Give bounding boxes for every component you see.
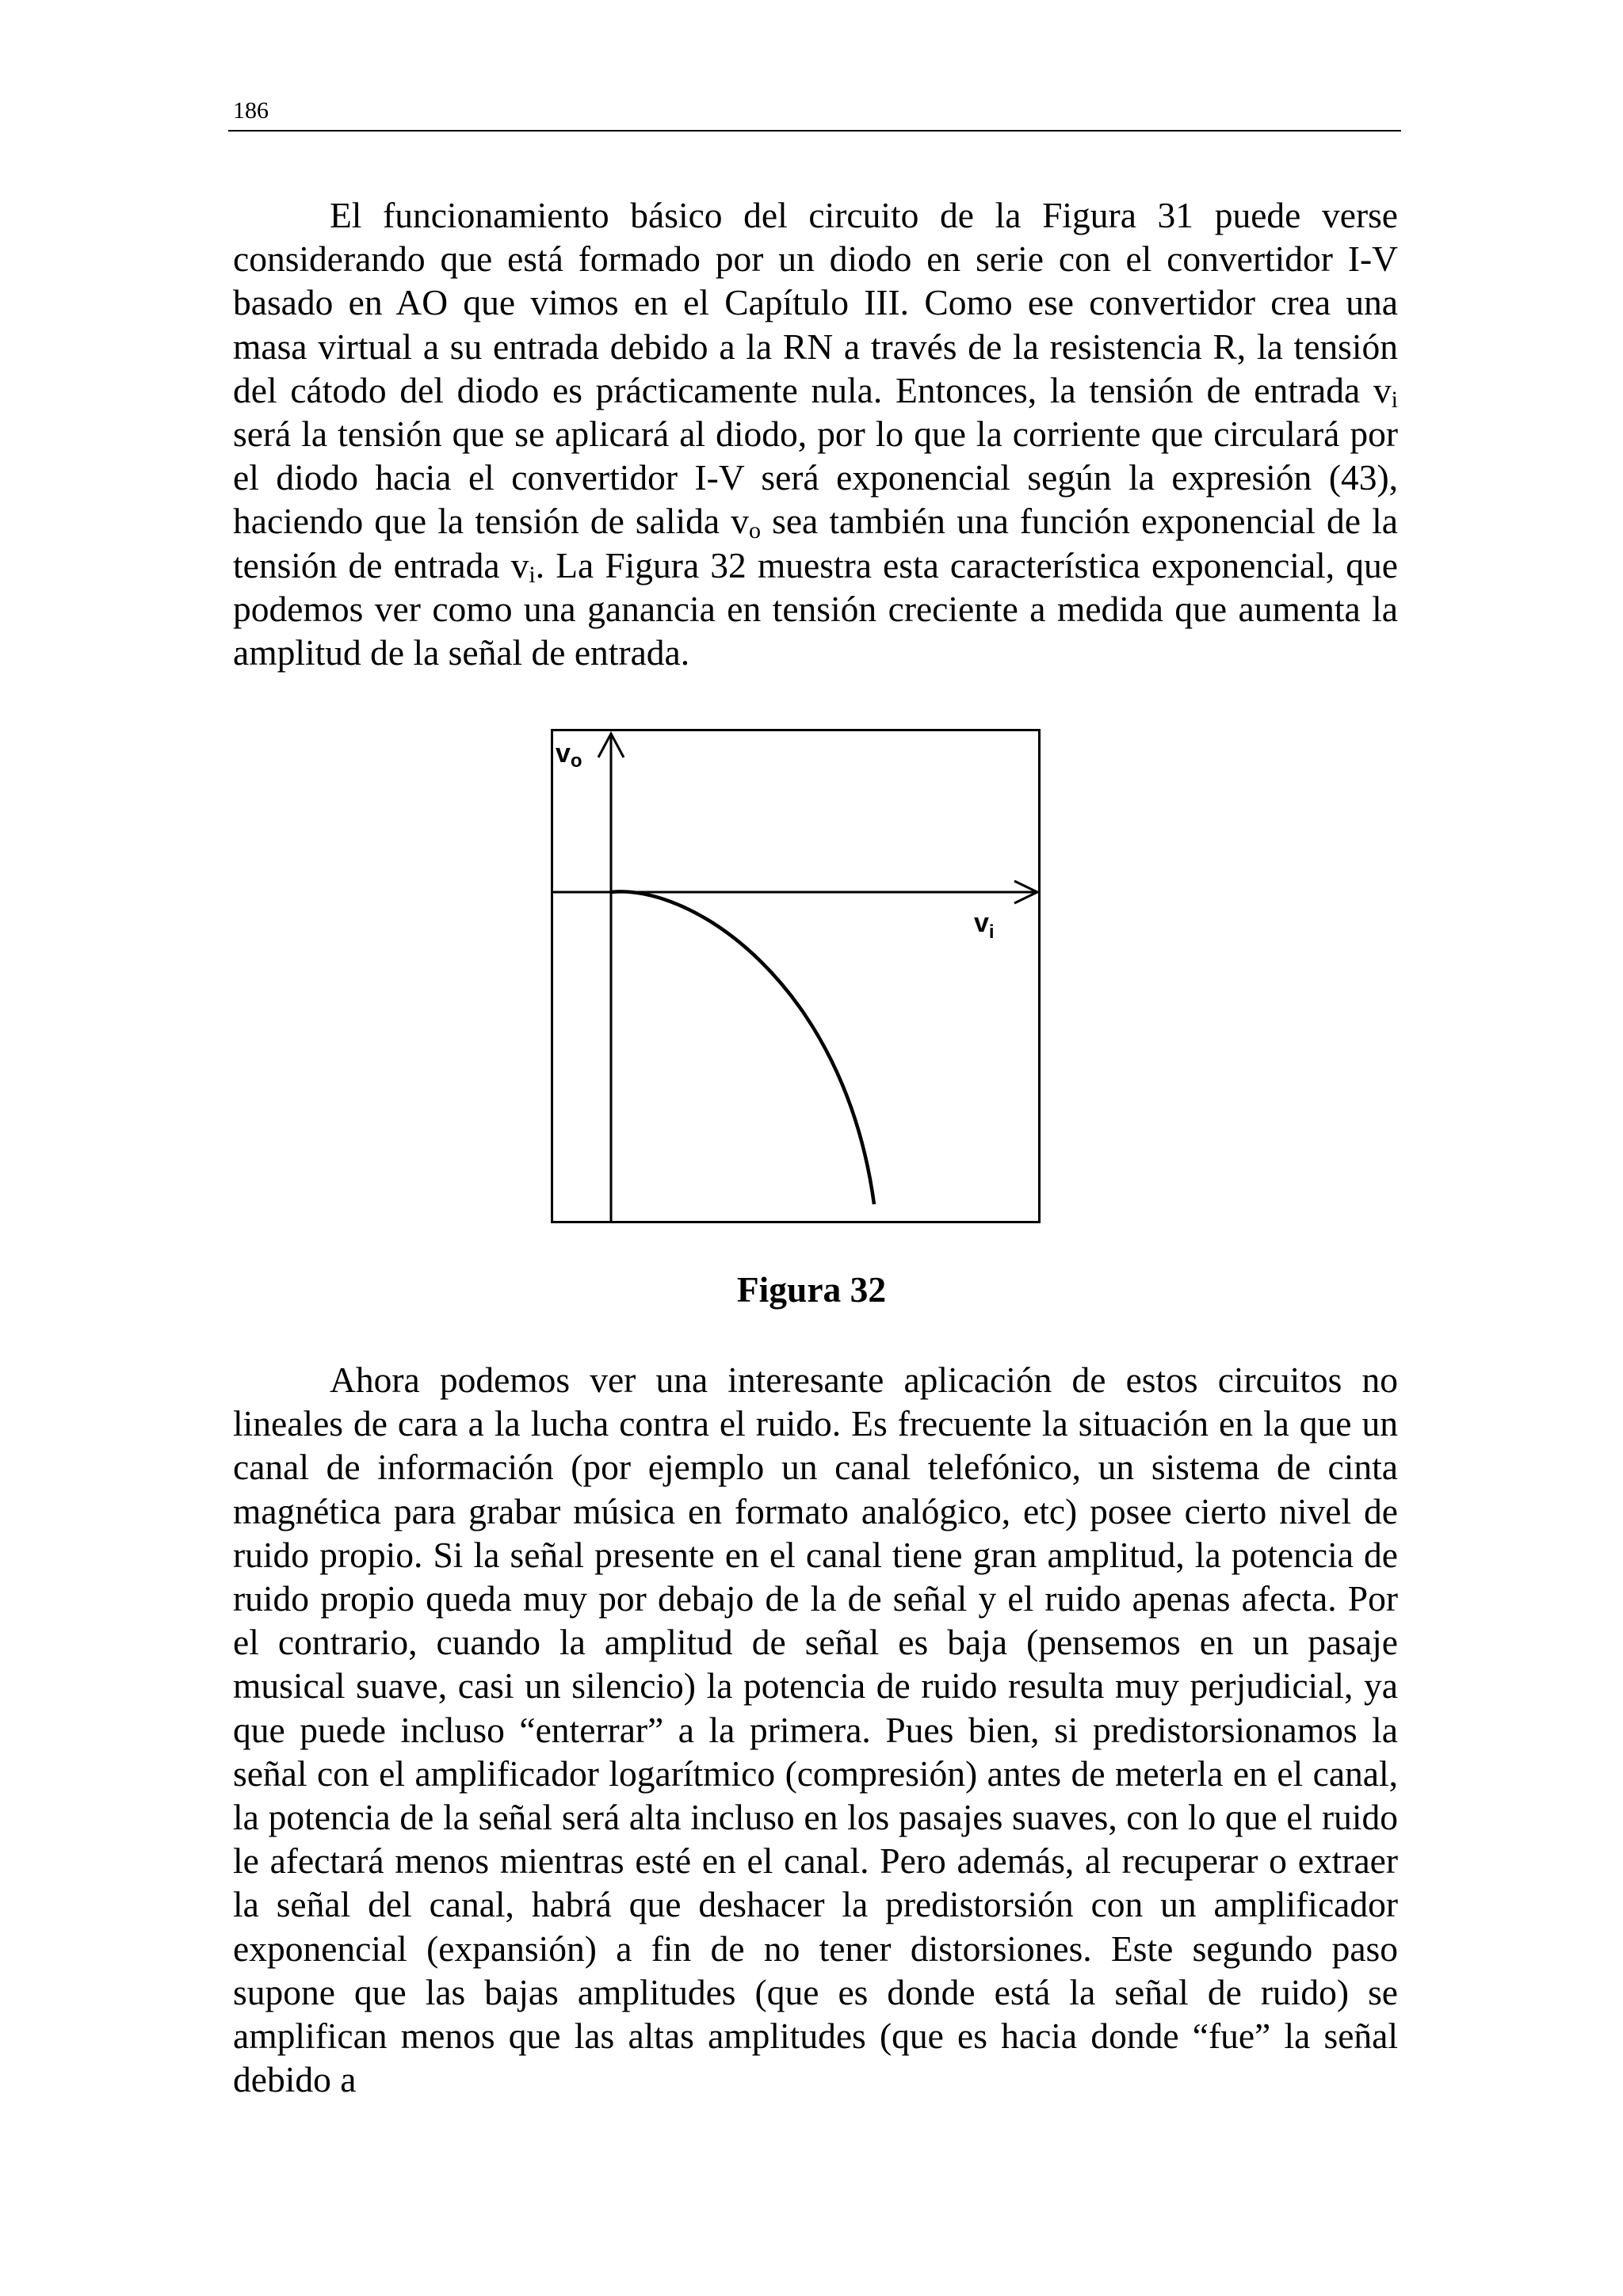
subscript-i: i	[529, 561, 536, 588]
body-paragraph-2	[233, 1358, 1398, 2101]
paragraph-1-text-b: será la tensión que se aplicará al diodo, por lo que la corriente que circulará por el diodo hacia el convertidor I-V será exponencial según la expresión (43), haciendo que la tensión de salida v	[233, 414, 1398, 542]
subscript-o: o	[748, 517, 761, 544]
body-paragraph-1	[233, 193, 1398, 674]
page-number: 186	[233, 97, 269, 124]
paragraph-1-text-c: sea también una función exponencial de la tensión de entrada v	[233, 501, 1398, 585]
figure-32-plot	[551, 729, 1041, 1223]
x-axis-label: $v_i$	[974, 908, 995, 943]
figure-frame	[552, 730, 1040, 1222]
figure-caption: Figura 32	[736, 1269, 887, 1310]
subscript-i: i	[1391, 386, 1398, 413]
header-rule	[228, 130, 1401, 132]
y-axis-label: vo	[556, 738, 582, 772]
paragraph-2-text: Ahora podemos ver una interesante aplicación de estos circuitos no lineales de cara a la lucha contra el ruido. Es frecuente la situación en la que un canal de información (por ejemplo un canal telefónico, un sistema de cinta magnética para grabar música en formato analógico, etc) posee cierto nivel de ruido propio. Si la señal presente en el canal tiene gran amplitud, la potencia de ruido propio queda muy por debajo de la de señal y el ruido apenas afecta. Por el contrario, cuando la amplitud de señal es baja (pensemos en un pasaje musical suave, casi un silencio) la potencia de ruido resulta muy perjudicial, ya que puede incluso “enterrar” a la primera. Pues bien, si predistorsionamos la señal con el amplificador logarítmico (compresión) antes de meterla en el canal, la potencia de la señal será alta incluso en los pasajes suaves, con lo que el ruido le afectará menos mientras esté en el canal. Pero además, al recuperar o extraer la señal del canal, habrá que deshacer la predistorsión con un amplificador exponencial (expansión) a fin de no tener distorsiones. Este segundo paso supone que las bajas amplitudes (que es donde está la señal de ruido) se amplifican menos que las altas amplitudes (que es hacia donde “fue” la señal debido a	[233, 1360, 1398, 2100]
paragraph-1-text-a: El funcionamiento básico del circuito de la Figura 31 puede verse considerando que está formado por un diodo en serie con el convertidor I-V basado en AO que vimos en el Capítulo III. Como ese convertidor crea una masa virtual a su entrada debido a la RN a través de la resistencia R, la tensión del cátodo del diodo es prácticamente nula. Entonces, la tensión de entrada v	[233, 195, 1398, 410]
paragraph-1-text-d: . La Figura 32 muestra esta característica exponencial, que podemos ver como una ganancia en tensión creciente a medida que aumenta la amplitud de la señal de entrada.	[233, 544, 1398, 673]
figure-32-svg	[551, 729, 1041, 1223]
